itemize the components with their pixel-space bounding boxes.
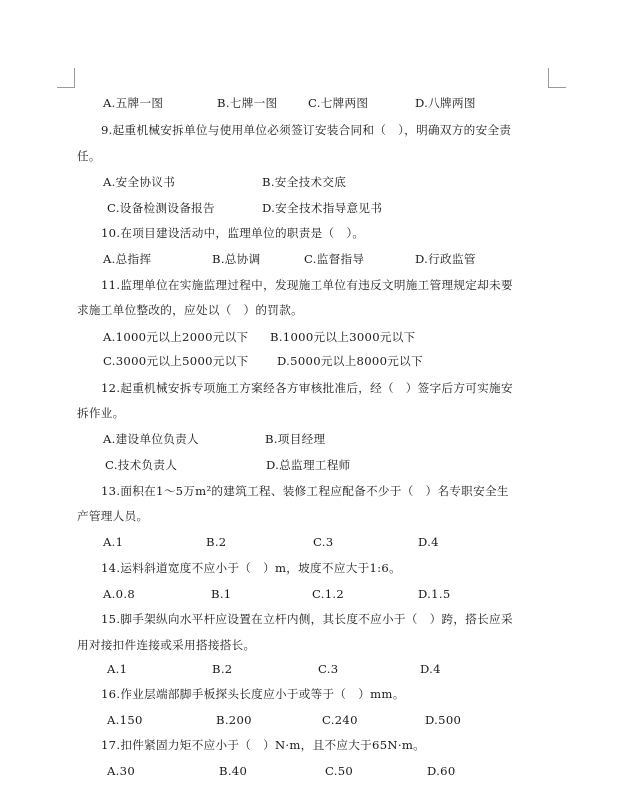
option-d: D.4 xyxy=(420,662,441,676)
question-stem: 16.作业层端部脚手板探头长度应小于或等于（ ）mm。 xyxy=(101,687,405,701)
option-b: B.1000元以上3000元以下 xyxy=(270,330,416,344)
option-a: A.五牌一图 xyxy=(103,96,164,110)
option-c: C.1.2 xyxy=(312,587,345,601)
question-stem-continuation: 拆作业。 xyxy=(77,406,125,420)
option-b: B.安全技术交底 xyxy=(262,175,347,189)
option-b: B.2 xyxy=(212,662,233,676)
option-c: C.240 xyxy=(322,713,358,727)
question-stem: 11.监理单位在实施监理过程中，发现施工单位有违反文明施工管理规定却未要 xyxy=(101,278,513,292)
crop-mark-right-horizontal xyxy=(548,87,566,88)
option-a: A.安全协议书 xyxy=(103,175,176,189)
option-d: D.八牌两图 xyxy=(415,96,476,110)
option-d: D.60 xyxy=(427,764,456,778)
option-c: C.设备检测设备报告 xyxy=(107,201,215,215)
option-d: D.5000元以上8000元以下 xyxy=(277,354,423,368)
question-stem-continuation: 任。 xyxy=(77,149,101,163)
option-c: C.50 xyxy=(325,764,354,778)
crop-mark-right-vertical xyxy=(548,68,549,88)
question-stem: 15.脚手架纵向水平杆应设置在立杆内侧，其长度不应小于（ ）跨，搭长应采 xyxy=(101,612,513,626)
option-b: B.项目经理 xyxy=(265,432,326,446)
option-c: C.七牌两图 xyxy=(308,96,369,110)
question-stem: 14.运料斜道宽度不应小于（ ）m，坡度不应大于1:6。 xyxy=(101,561,401,575)
option-b: B.总协调 xyxy=(212,252,261,266)
option-c: C.3 xyxy=(318,662,339,676)
option-b: B.1 xyxy=(211,587,232,601)
option-a: A.1 xyxy=(103,535,124,549)
option-d: D.4 xyxy=(418,535,439,549)
option-b: B.200 xyxy=(216,713,252,727)
option-d: D.总监理工程师 xyxy=(266,458,351,472)
option-a: A.总指挥 xyxy=(103,252,152,266)
crop-mark-left-vertical xyxy=(74,68,75,88)
question-stem: 10.在项目建设活动中，监理单位的职责是（ ）。 xyxy=(101,226,365,240)
question-stem-continuation: 求施工单位整改的，应处以（ ）的罚款。 xyxy=(77,303,303,317)
question-stem-continuation: 产管理人员。 xyxy=(77,509,149,523)
option-d: D.1.5 xyxy=(418,587,451,601)
option-b: B.2 xyxy=(206,535,227,549)
question-stem: 12.起重机械安拆专项施工方案经各方审核批准后，经（ ）签字后方可实施安 xyxy=(101,381,513,395)
option-a: A.0.8 xyxy=(103,587,135,601)
option-a: A.30 xyxy=(107,764,136,778)
option-c: C.3000元以上5000元以下 xyxy=(103,354,249,368)
option-a: A.1 xyxy=(107,662,128,676)
option-a: A.1000元以上2000元以下 xyxy=(103,330,249,344)
option-d: D.行政监管 xyxy=(415,252,476,266)
question-stem: 13.面积在1～5万m²的建筑工程、装修工程应配备不少于（ ）名专职安全生 xyxy=(101,484,509,498)
option-c: C.监督指导 xyxy=(304,252,365,266)
question-stem: 17.扣件紧固力矩不应小于（ ）N·m，且不应大于65N·m。 xyxy=(101,738,426,752)
question-stem: 9.起重机械安拆单位与使用单位必须签订安装合同和（ ），明确双方的安全责 xyxy=(101,123,512,137)
question-stem-continuation: 用对接扣件连接或采用搭接搭长。 xyxy=(77,638,256,652)
option-a: A.建设单位负责人 xyxy=(103,432,199,446)
option-c: C.技术负责人 xyxy=(105,458,178,472)
option-d: D.安全技术指导意见书 xyxy=(262,201,383,215)
option-b: B.40 xyxy=(219,764,248,778)
option-a: A.150 xyxy=(107,713,143,727)
crop-mark-left-horizontal xyxy=(57,87,75,88)
option-c: C.3 xyxy=(313,535,334,549)
option-b: B.七牌一图 xyxy=(217,96,278,110)
option-d: D.500 xyxy=(425,713,462,727)
